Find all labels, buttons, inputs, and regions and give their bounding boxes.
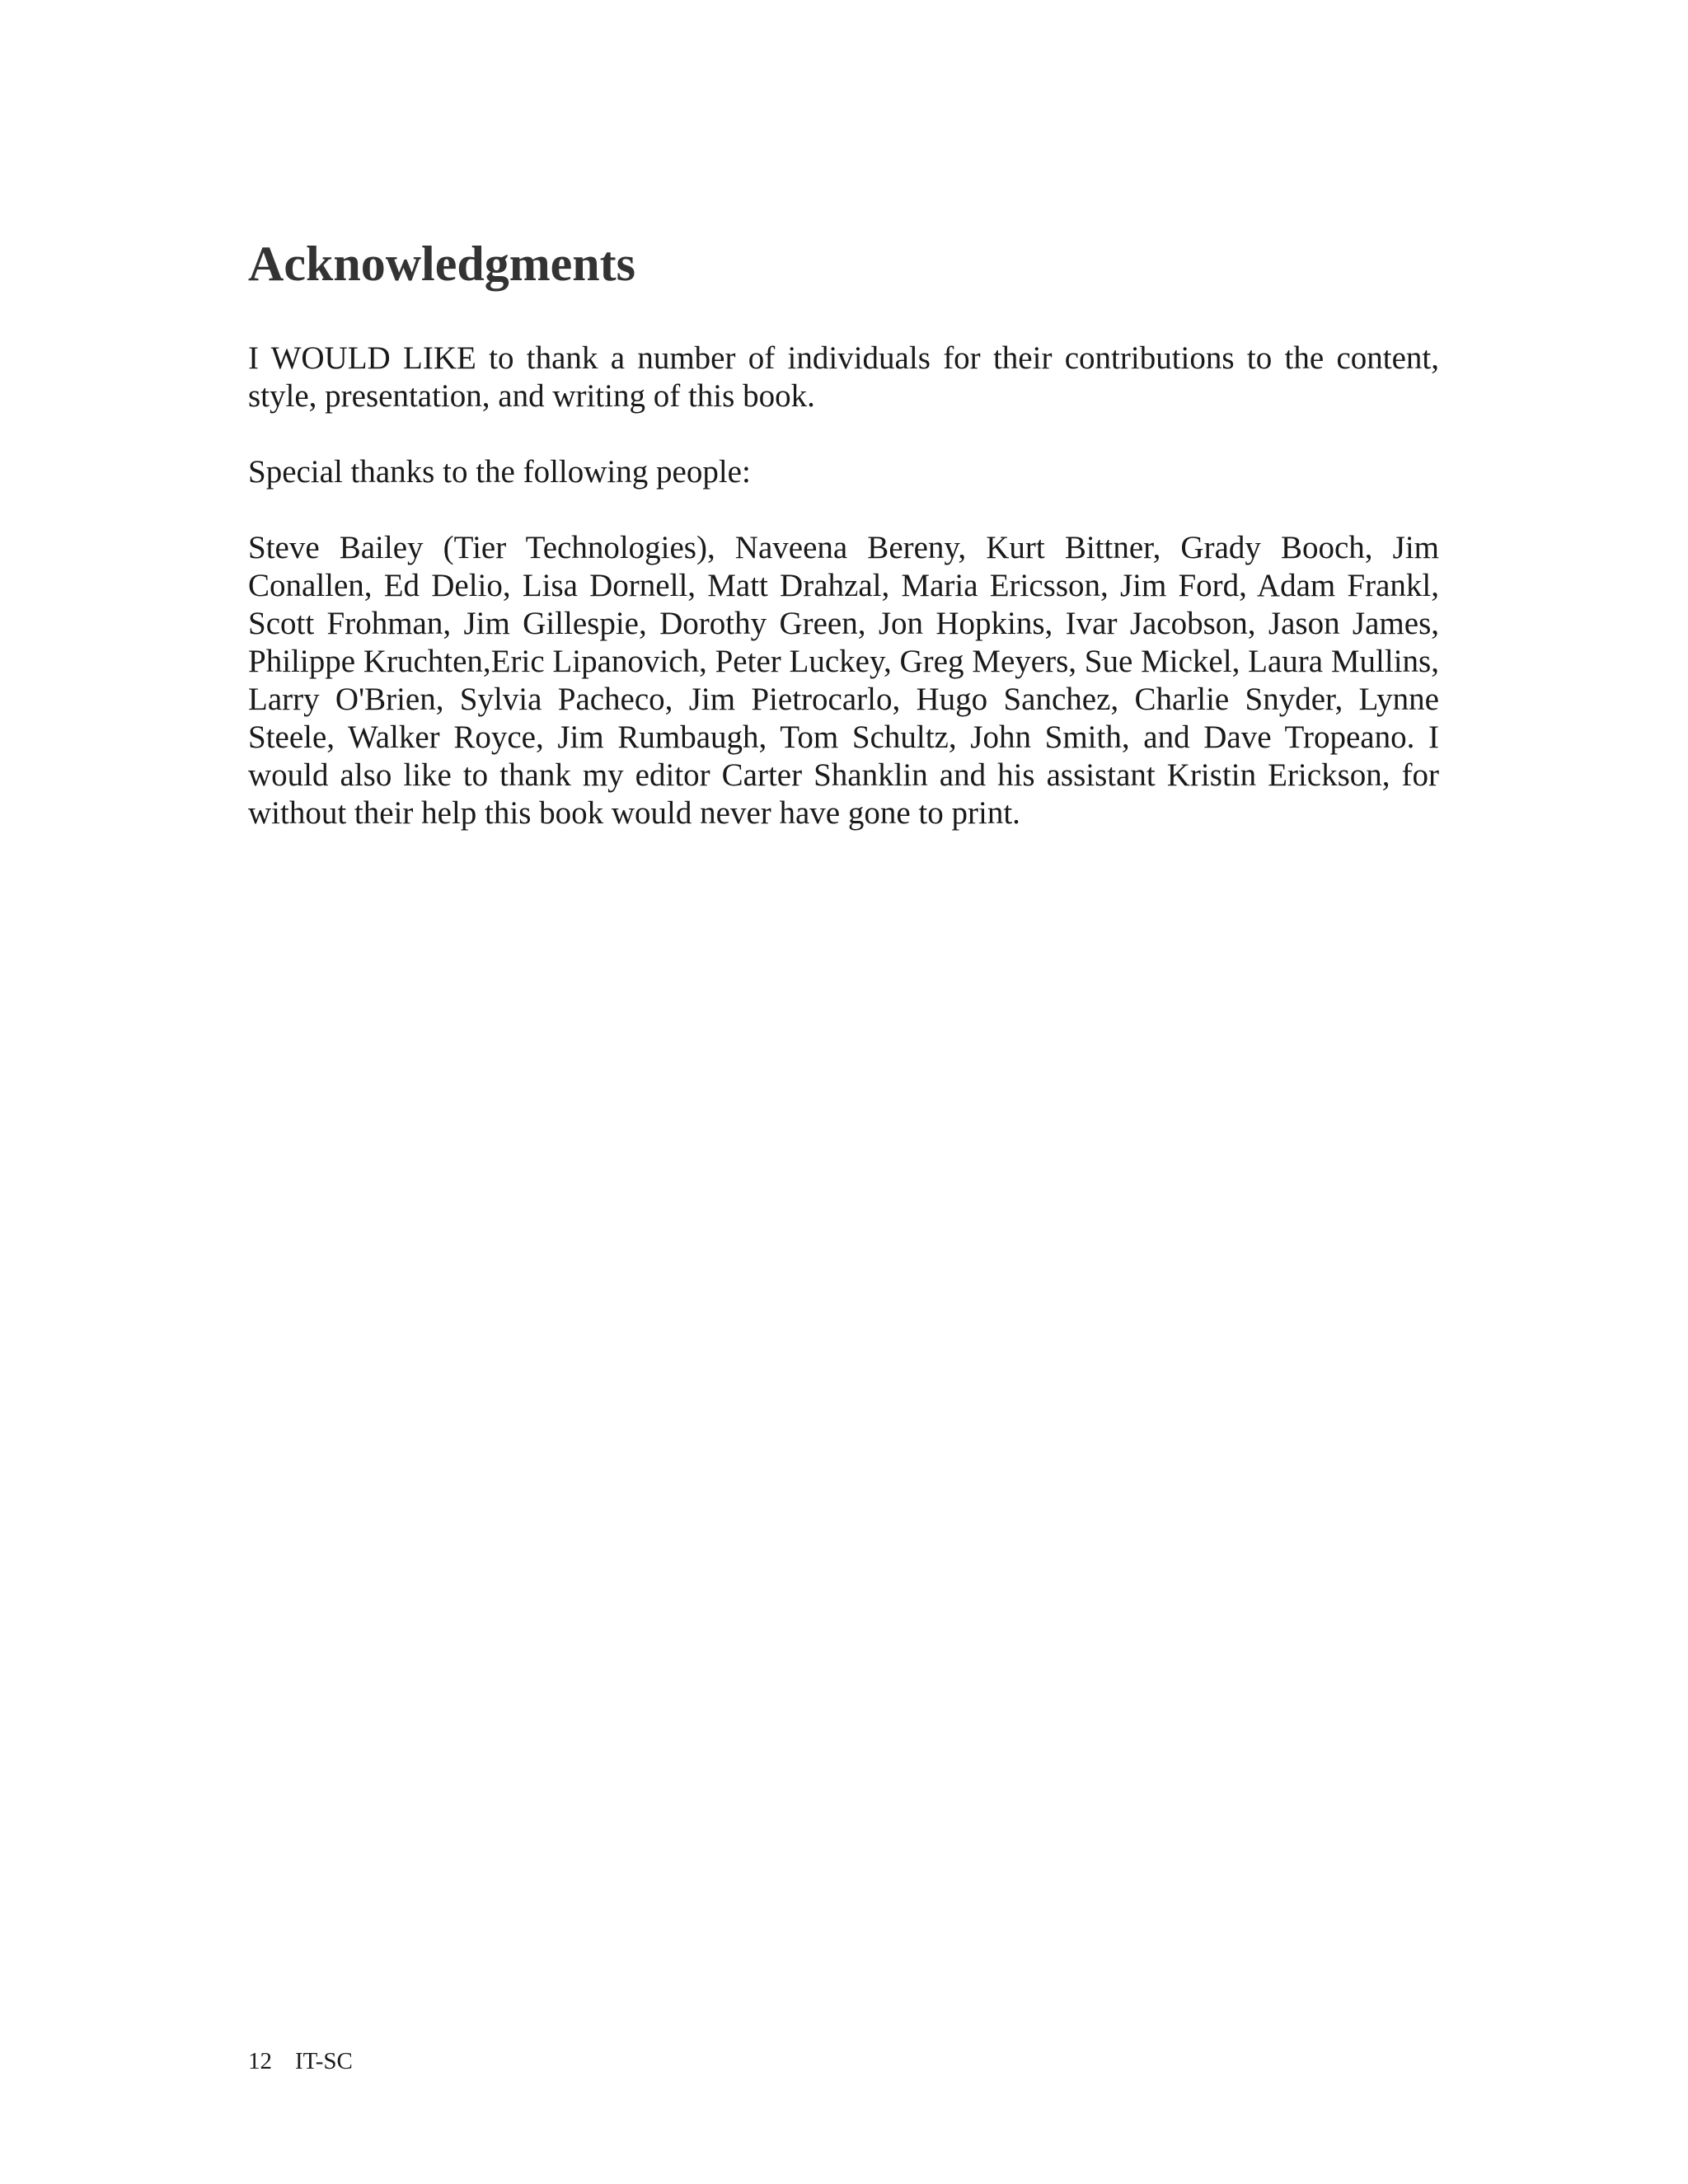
- names-paragraph: Steve Bailey (Tier Technologies), Naveena Bereny, Kurt Bittner, Grady Booch, Jim Conallen, Ed Delio, Lisa Dornell, Matt Drahzal, Maria Ericsson, Jim Ford, Adam Frankl, Scott Frohman, Jim Gillespie, Dorothy Green, Jon Hopkins, Ivar Jacobson, Jason James, Philippe Kruchten,Eric Lipanovich, Peter Luckey, Greg Meyers, Sue Mickel, Laura Mullins, Larry O'Brien, Sylvia Pacheco, Jim Pietrocarlo, Hugo Sanchez, Charlie Snyder, Lynne Steele, Walker Royce, Jim Rumbaugh, Tom Schultz, John Smith, and Dave Tropeano. I would also like to thank my editor Carter Shanklin and his assistant Kristin Erickson, for without their help this book would never have gone to print.: [248, 530, 1439, 831]
- page-content: [248, 231, 1439, 870]
- section-heading: Acknowledgments: [248, 237, 636, 291]
- footer-source: IT-SC: [295, 2048, 353, 2074]
- intro-paragraph: I WOULD LIKE to thank a number of individuals for their contributions to the content, style, presentation, and writing of this book.: [248, 340, 1439, 414]
- special-thanks-paragraph: Special thanks to the following people:: [248, 454, 751, 490]
- page-number: 12: [248, 2048, 272, 2074]
- page-footer: [248, 2046, 353, 2076]
